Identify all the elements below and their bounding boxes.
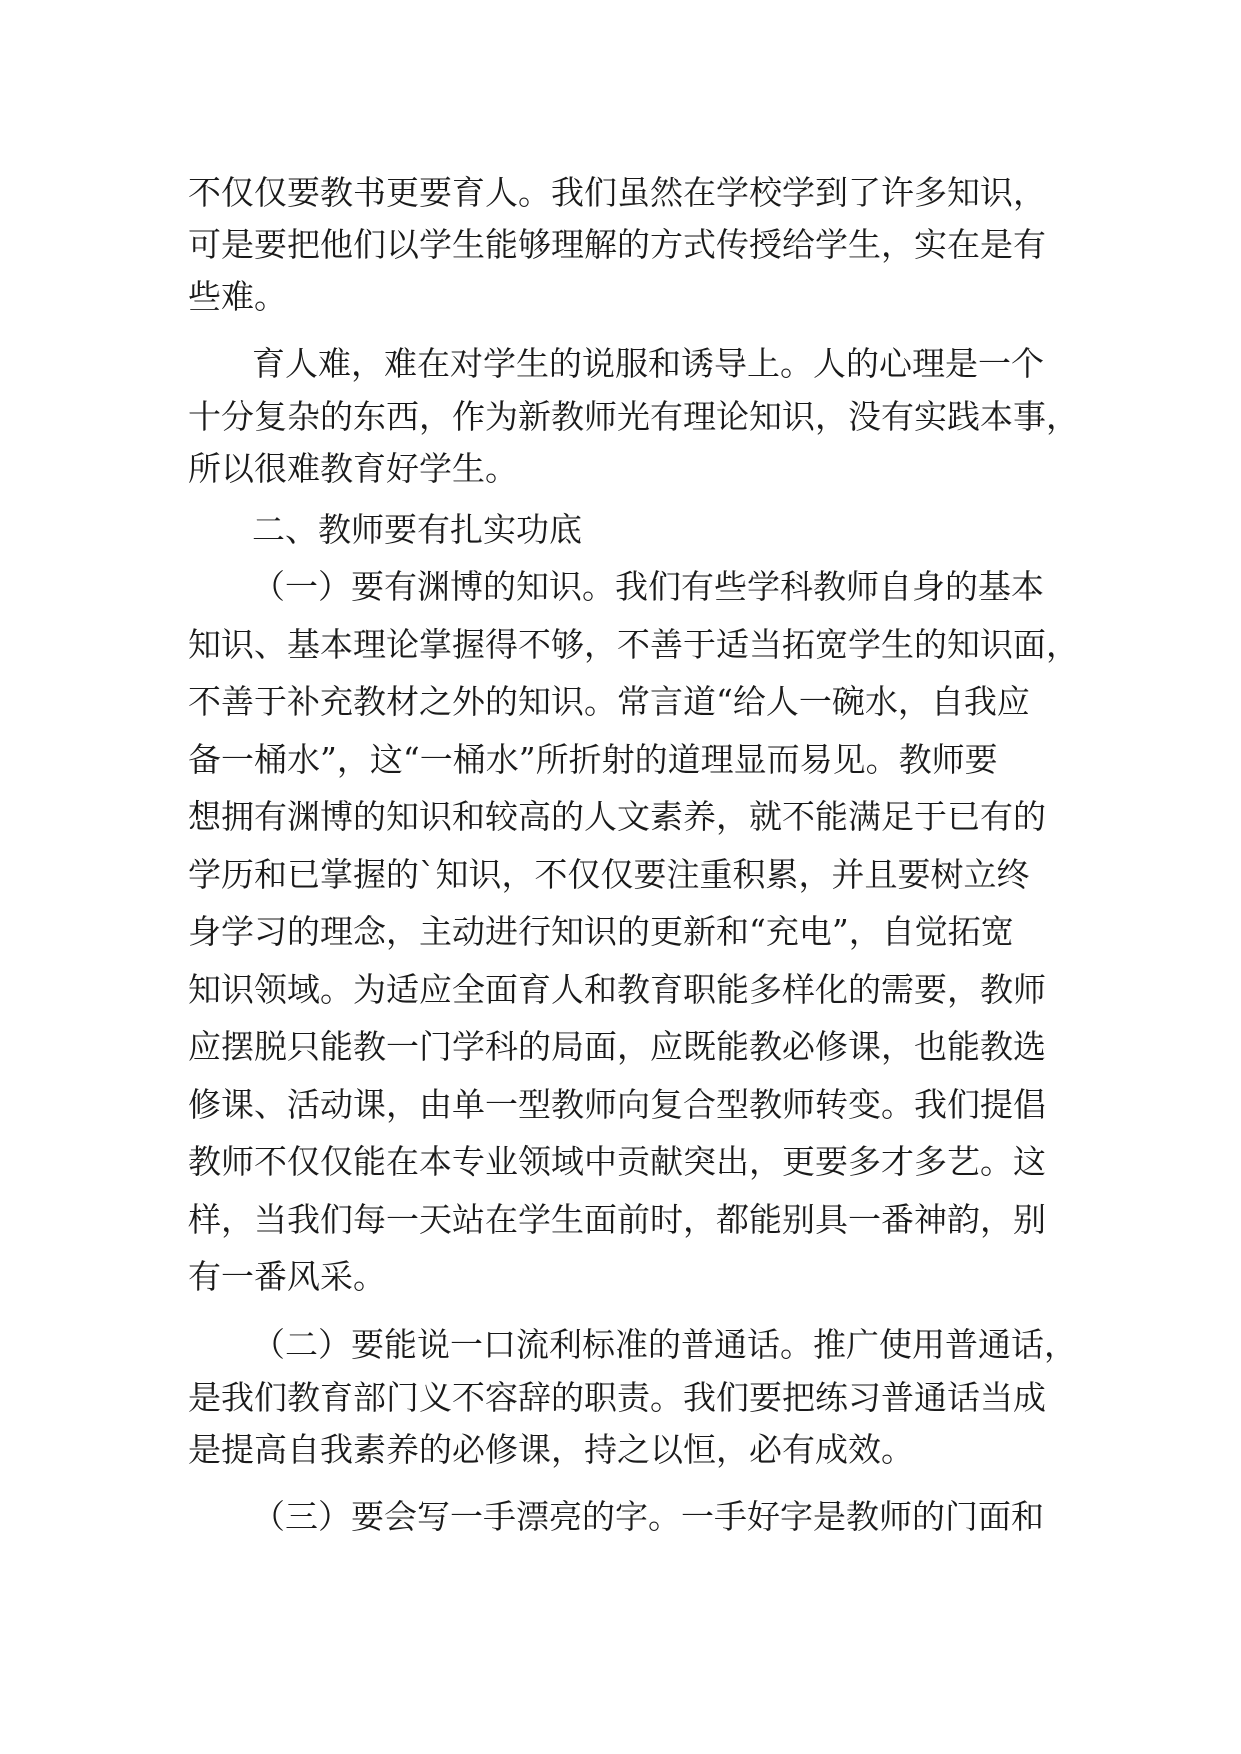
text-line: 修课、活动课，由单一型教师向复合型教师转变。我们提倡 [188,1085,1046,1124]
text-line: 知识领域。为适应全面育人和教育职能多样化的需要，教师 [188,970,1046,1009]
section-heading: 二、教师要有扎实功底 [252,510,582,549]
text-line: 想拥有渊博的知识和较高的人文素养，就不能满足于已有的 [188,797,1046,836]
text-line: 所以很难教育好学生。 [188,449,518,488]
text-line: （三）要会写一手漂亮的字。一手好字是教师的门面和 [252,1497,1044,1536]
text-line: 十分复杂的东西，作为新教师光有理论知识，没有实践本事， [188,397,1079,436]
text-line: 知识、基本理论掌握得不够，不善于适当拓宽学生的知识面， [188,625,1079,664]
text-line: 学历和已掌握的`知识，不仅仅要注重积累，并且要树立终 [188,855,1030,894]
text-line: 是提高自我素养的必修课，持之以恒，必有成效。 [188,1430,914,1469]
text-line: 不仅仅要教书更要育人。我们虽然在学校学到了许多知识， [188,173,1046,212]
text-line: 是我们教育部门义不容辞的职责。我们要把练习普通话当成 [188,1378,1046,1417]
text-line: 教师不仅仅能在本专业领域中贡献突出，更要多才多艺。这 [188,1142,1046,1181]
text-line: 应摆脱只能教一门学科的局面，应既能教必修课，也能教选 [188,1027,1046,1066]
text-line: 育人难，难在对学生的说服和诱导上。人的心理是一个 [252,344,1044,383]
text-line: 有一番风采。 [188,1257,386,1296]
text-line: （二）要能说一口流利标准的普通话。推广使用普通话， [252,1325,1077,1364]
text-line: （一）要有渊博的知识。我们有些学科教师自身的基本 [252,567,1044,606]
text-line: 备一桶水”，这“一桶水”所折射的道理显而易见。教师要 [188,740,998,779]
text-line: 身学习的理念，主动进行知识的更新和“充电”，自觉拓宽 [188,912,1014,951]
text-line: 样，当我们每一天站在学生面前时，都能别具一番神韵，别 [188,1200,1046,1239]
text-line: 些难。 [188,277,287,316]
text-line: 不善于补充教材之外的知识。常言道“给人一碗水，自我应 [188,682,1030,721]
text-line: 可是要把他们以学生能够理解的方式传授给学生，实在是有 [188,225,1046,264]
